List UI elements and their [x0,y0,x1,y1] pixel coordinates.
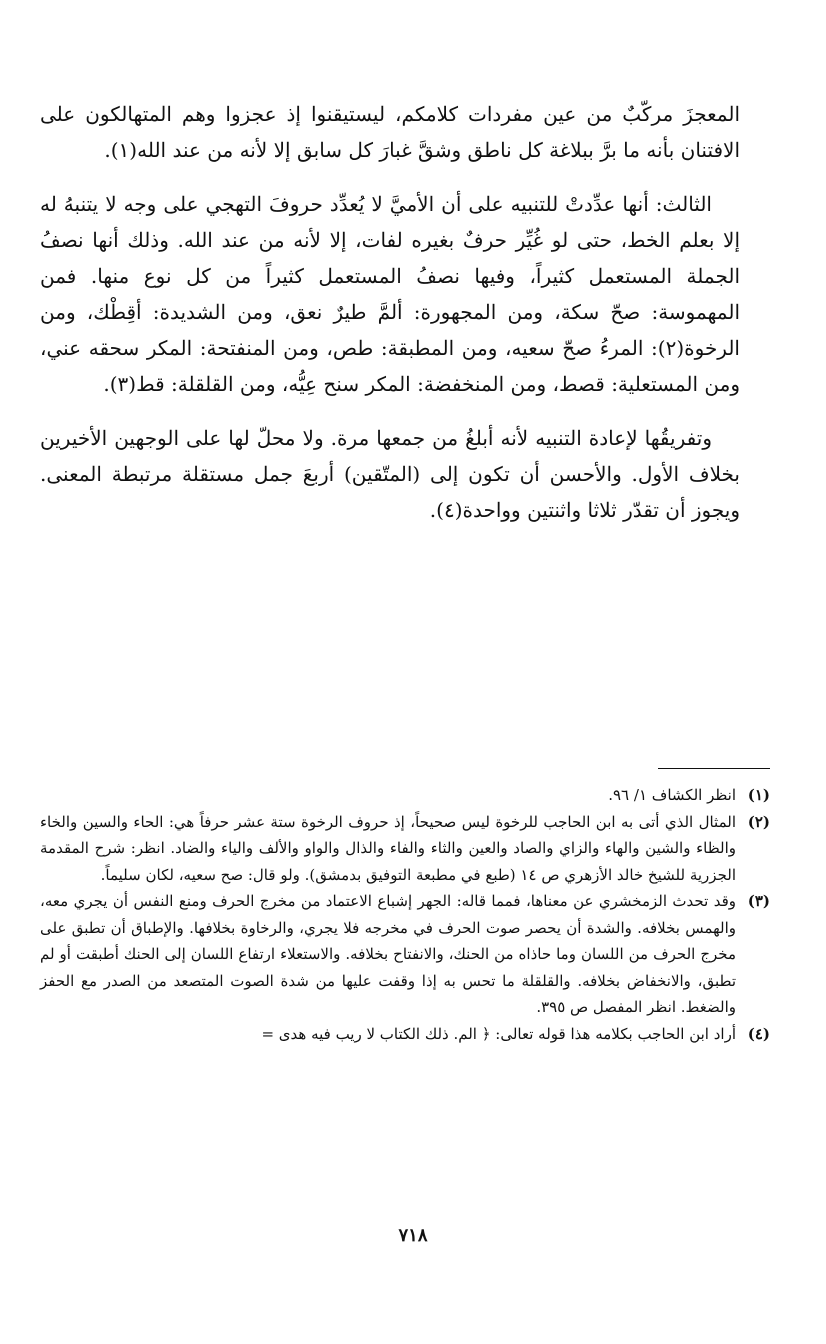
footnote-4 [40,1021,770,1048]
footnote-number: (١) [747,786,770,804]
footnote-text: انظر الكشاف ١/ ٩٦. [608,786,736,804]
footnote-divider [658,768,770,769]
footnote-2 [40,809,770,889]
footnote-number: (٣) [747,892,770,910]
paragraph-2: الثالث: أنها عدِّدتْ للتنبيه على أن الأميَّ لا يُعدِّد حروفَ التهجي على وجه لا يتنبهُ له إلا بعلم الخط، حتى لو غُيِّر حرفٌ بغيره لفات، إلا لأنه من عند الله. وذلك أنها نصفُ الجملة المستعمل كثيراً، وفيها نصفُ المستعمل كثيراً من كل نوع منها. فمن المهموسة: صحّ سكة، ومن المجهورة: ألمَّ طيرٌ نعق، ومن الشديدة: أقِطْك، ومن الرخوة(٢): المرءُ صحّ سعيه، ومن المطبقة: طص، ومن المنفتحة: المكر سحقه عني، ومن المستعلية: قصط، ومن المنخفضة: المكر سنح عِيُّه، ومن القلقلة: قط(٣). [40,192,740,396]
footnote-text: وقد تحدث الزمخشري عن معناها، فمما قاله: الجهر إشباع الاعتماد من مخرج الحرف ومنع النفس أن يجري معه، والهمس بخلافه. والشدة أن يحصر صوت الحرف في مخرجه فلا يجري، والرخاوة بخلافها. والإطباق أن تطبق على مخرج الحرف من اللسان وما حاذاه من الحنك، والانفتاح بخلافه. والاستعلاء ارتفاع اللسان إلى الحنك أطبقت أو لم تطبق، والانخفاض بخلافه. والقلقلة ما تحس به إذا وقفت عليها من شدة الصوت المتصعد من الصدر مع الحفز والضغط. انظر المفصل ص ٣٩٥. [40,892,736,1016]
footnote-text: أراد ابن الحاجب بكلامه هذا قوله تعالى: ﴿ الم. ذلك الكتاب لا ريب فيه هدى = [261,1024,736,1043]
footnote-1 [40,782,770,809]
paragraph-1: المعجزَ مركّبٌ من عين مفردات كلامكم، ليستيقنوا إذ عجزوا وهم المتهالكون على الافتنان بأنه ما برَّ ببلاغة كل ناطق وشقَّ غبارَ كل سابق إلا لأنه من عند الله(١). [40,102,740,162]
paragraph-3: وتفريقُها لإعادة التنبيه لأنه أبلغُ من جمعها مرة. ولا محلّ لها على الوجهين الأخيرين بخلاف الأول. والأحسن أن تكون إلى (المتّقين) أربعَ جمل مستقلة مرتبطة المعنى. ويجوز أن تقدّر ثلاثا واثنتين وواحدة(٤). [40,426,740,522]
page-number: ٧١٨ [398,1225,428,1246]
footnote-text: المثال الذي أتى به ابن الحاجب للرخوة ليس صحيحاً، إذ حروف الرخوة ستة عشر حرفاً هي: الحاء والسين والخاء والظاء والشين والهاء والزاي والصاد والعين والثاء والفاء والذال والواو والألف والياء والضاد. انظر: شرح المقدمة الجزرية للشيخ خالد الأزهري ص ١٤ (طبع في مطبعة التوفيق بدمشق). ولو قال: صح سعيه، لكان سليماً. [40,812,736,884]
footnote-number: (٤) [747,1024,770,1043]
main-text [40,96,740,546]
footnote-number: (٢) [747,812,770,831]
footnote-3 [40,888,770,1021]
